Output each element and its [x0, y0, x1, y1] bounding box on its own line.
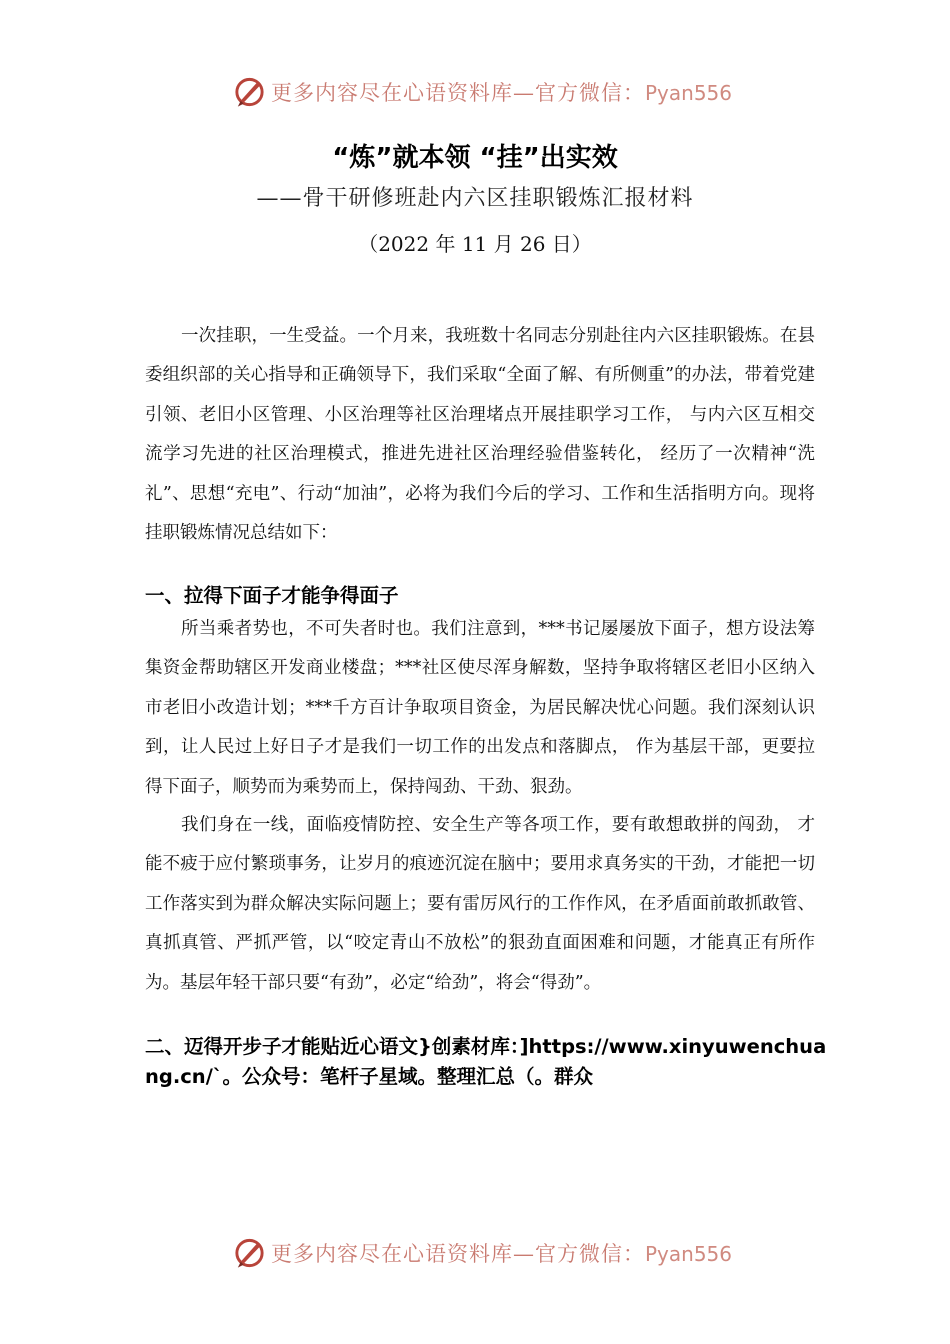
watermark-label: 更多内容尽在心语资料库—官方微信：Pyan556 — [270, 81, 732, 105]
section-1-paragraph-2: 我们身在一线，面临疫情防控、安全生产等各项工作，要有敢想敢拼的闯劲， 才能不疲于应付繁琐事务，让岁月的痕迹沉淀在脑中；要用求真务实的干劲，才能把一切工作落实到为群众解决实际问题上；要有雷厉风行的工作作风，在矛盾面前敢抓敢管、真抓真管、严抓严管，以“咬定青山不放松”的狠劲直面困难和问题，才能真正有所作为。基层年轻干部只要“有劲”，必定“给劲”，将会“得劲”。 — [145, 815, 815, 993]
section-1-paragraph-1: 所当乘者势也，不可失者时也。我们注意到，***书记屡屡放下面子，想方设法筹集资金帮助辖区开发商业楼盘；***社区使尽浑身解数，坚持争取将辖区老旧小区纳入市老旧小改造计划；***千方百计争取项目资金，为居民解决忧心问题。我们深刻认识到，让人民过上好日子才是我们一切工作的出发点和落脚点， 作为基层干部，更要拉得下面子，顺势而为乘势而上，保持闯劲、干劲、狠劲。 — [145, 619, 815, 797]
intro-paragraph: 一次挂职，一生受益。一个月来，我班数十名同志分别赴往内六区挂职锻炼。在县委组织部的关心指导和正确领导下，我们采取“全面了解、有所侧重”的办法，带着党建引领、老旧小区管理、小区治理等社区治理堵点开展挂职学习工作， 与内六区互相交流学习先进的社区治理模式，推进先进社区治理经验借鉴转化， 经历了一次精神“洗礼”、思想“充电”、行动“加油”，必将为我们今后的学习、工作和生活指明方向。现将挂职锻炼情况总结如下： — [145, 326, 815, 544]
section-1-heading: 一、拉得下面子才能争得面子 — [145, 584, 399, 607]
document-title: “炼”就本领 “挂”出实效 — [332, 143, 618, 173]
watermark-footer — [232, 1233, 732, 1273]
section-2-heading: 二、迈得开步子才能贴近心语文}创素材库：]https://www.xinyuwenchuang.cn/`。公众号：笔杆子星域。整理汇总（。群众 — [145, 1035, 827, 1088]
document-date: （2022 年 11 月 26 日） — [358, 232, 592, 256]
watermark-label: 更多内容尽在心语资料库—官方微信：Pyan556 — [270, 1242, 732, 1266]
quill-logo-icon — [232, 74, 267, 110]
watermark-header — [232, 72, 732, 112]
document-subtitle: ——骨干研修班赴内六区挂职锻炼汇报材料 — [256, 186, 694, 211]
quill-logo-icon — [232, 1235, 267, 1271]
